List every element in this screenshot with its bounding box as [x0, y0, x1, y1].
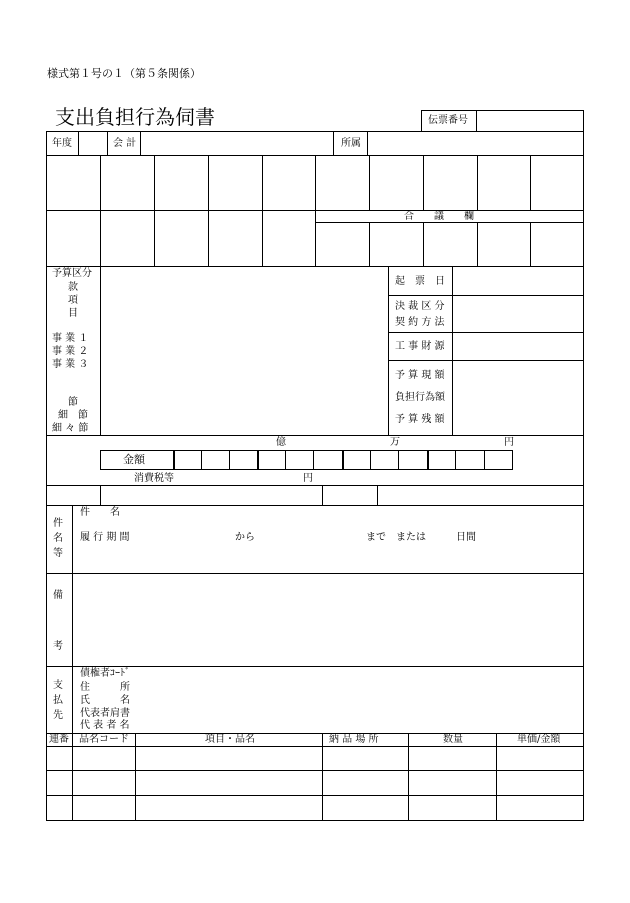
page-title: 支出負担行為伺書 [55, 105, 215, 129]
kenmei-side-3: 等 [53, 548, 63, 559]
col-hinmei-code: 品名コード [79, 734, 129, 745]
col-renban: 連番 [49, 734, 69, 745]
table-row[interactable] [47, 796, 583, 820]
jusho-label: 住 所 [80, 682, 130, 693]
shozoku-label: 所属 [341, 138, 361, 149]
kenmei-label: 件 名 [80, 507, 120, 518]
koji-zaigen-label: 工 事 財 源 [395, 341, 445, 352]
bikou-label-2: 考 [53, 641, 63, 652]
kou-label: 項 [68, 295, 78, 306]
nendo-label: 年度 [52, 138, 72, 149]
table-row[interactable] [47, 771, 583, 795]
daihyo-name-label: 代 表 者 名 [80, 720, 130, 731]
saikensha-code-label: 債権者ｺｰﾄﾞ [80, 668, 130, 679]
jigyo2-label: 事 業 ２ [52, 346, 89, 357]
col-tanka: 単価/金額 [517, 734, 561, 745]
tax-unit: 円 [303, 473, 313, 484]
gogi-label: 合 議 欄 [404, 211, 474, 222]
shimei-label: 氏 名 [80, 695, 130, 706]
amount-label: 金額 [123, 453, 145, 466]
kan-label: 款 [68, 282, 78, 293]
saisetsu-label: 細 節 [58, 410, 88, 421]
kenmei-side-1: 件 [53, 518, 63, 529]
payee-side-3: 先 [53, 710, 63, 721]
form-number: 様式第１号の１（第５条関係） [47, 67, 201, 80]
futan-koui-label: 負担行為額 [395, 392, 445, 403]
keiyaku-label: 契 約 方 法 [395, 317, 445, 328]
col-koumoku: 項目・品名 [205, 734, 255, 745]
kara-label: から [235, 532, 255, 543]
payee-side-1: 支 [53, 680, 63, 691]
made-label: まで または [366, 532, 426, 543]
payee-side-2: 払 [53, 695, 63, 706]
tax-label: 消費税等 [134, 473, 174, 484]
nichikan-label: 日間 [456, 532, 476, 543]
col-nouhin-basho: 納 品 場 所 [329, 734, 379, 745]
en-unit: 円 [504, 437, 514, 448]
amount-box [100, 450, 513, 470]
bikou-label-1: 備 [53, 590, 63, 601]
kihyo-label: 起 票 日 [395, 276, 445, 287]
yosan-genkaku-label: 予 算 現 額 [395, 370, 445, 381]
jigyo3-label: 事 業 ３ [52, 359, 89, 370]
col-suryo: 数量 [443, 734, 463, 745]
moku-label: 目 [68, 308, 78, 319]
yosan-kubun-label: 予算区分 [52, 268, 92, 279]
man-unit: 万 [390, 437, 400, 448]
yosan-zangaku-label: 予 算 残 額 [395, 414, 445, 425]
rikou-kikan-label: 履 行 期 間 [80, 532, 130, 543]
kessai-label: 決 裁 区 分 [395, 301, 445, 312]
kenmei-side-2: 名 [53, 533, 63, 544]
jigyo1-label: 事 業 １ [52, 333, 89, 344]
voucher-number-field[interactable] [482, 115, 580, 127]
setsu-label: 節 [68, 397, 78, 408]
table-row[interactable] [47, 747, 583, 770]
kaikei-label: 会 計 [113, 138, 137, 149]
saisaisetsu-label: 細 々 節 [52, 423, 89, 434]
oku-unit: 億 [276, 437, 286, 448]
daihyo-katagaki-label: 代表者肩書 [80, 708, 130, 719]
voucher-number-label: 伝票番号 [428, 115, 468, 126]
